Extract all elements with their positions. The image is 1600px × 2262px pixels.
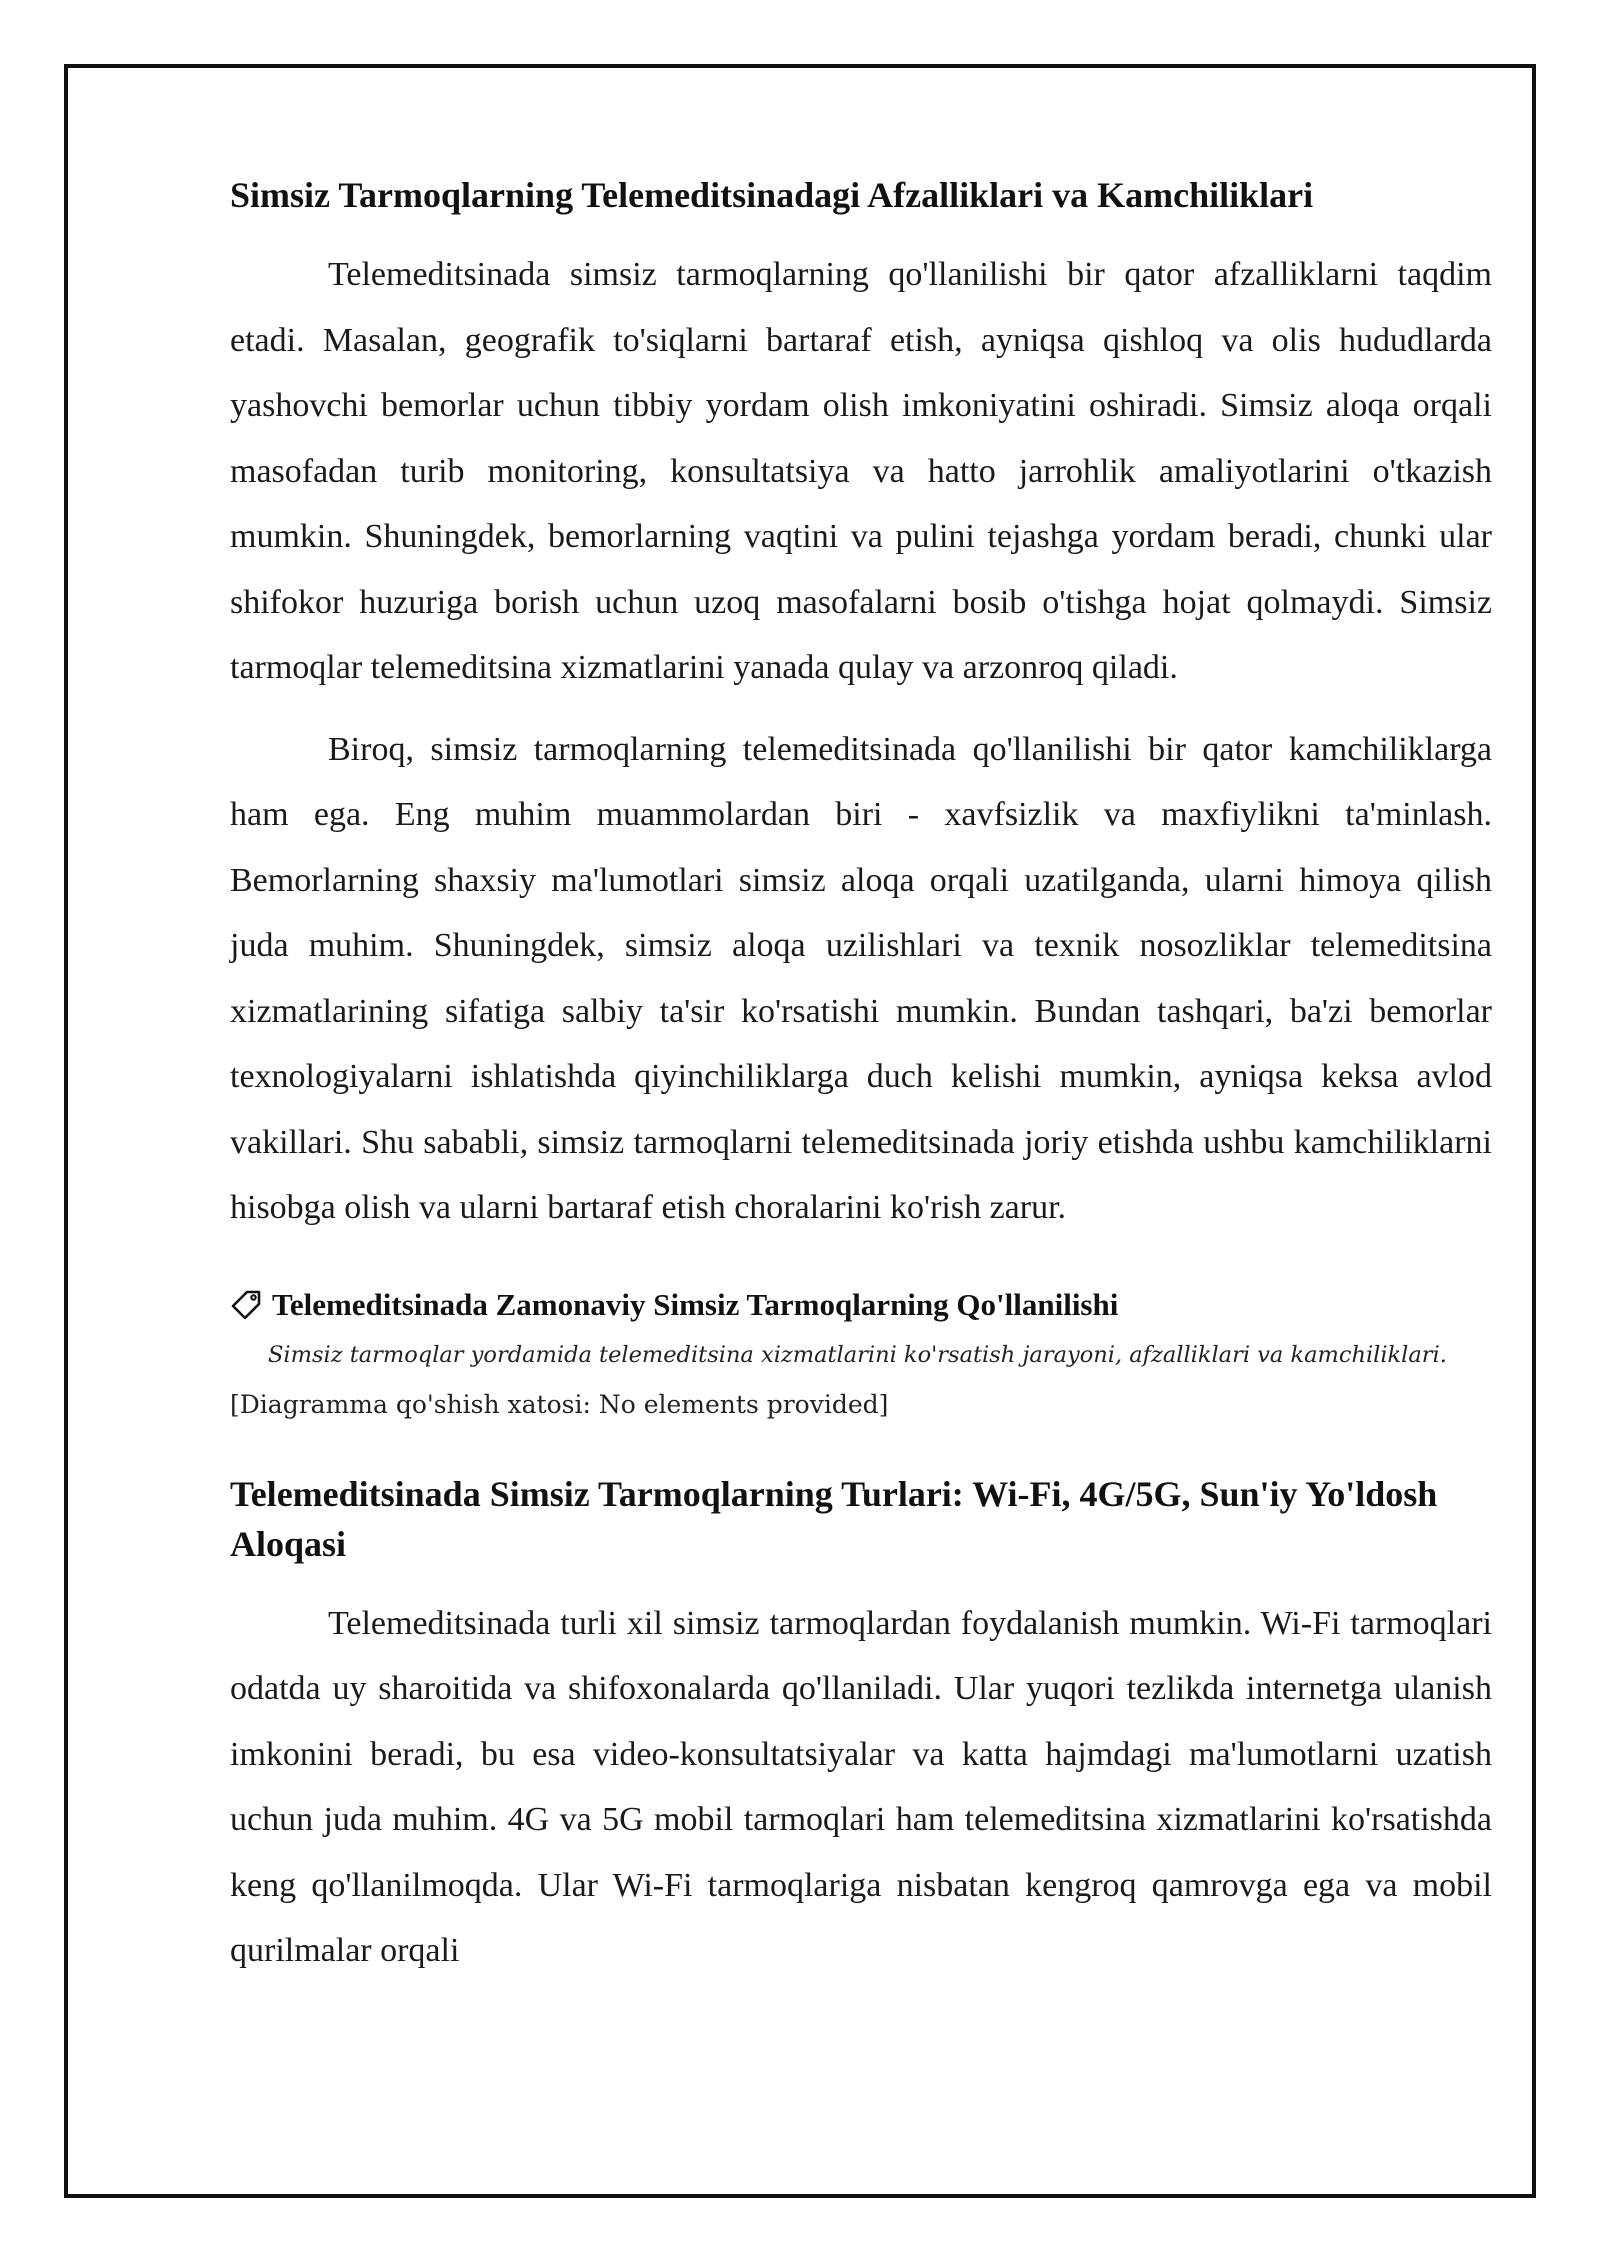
paragraph: Telemeditsinada simsiz tarmoqlarning qo'llanilishi bir qator afzalliklarni taqdim etadi. Masalan, geografik to'siqlarni bartaraf etish, ayniqsa qishloq va olis hududlarda yashovchi bemorlar uchun tibbiy yordam olish imkoniyatini oshiradi. Simsiz aloqa orqali masofadan turib monitoring, konsultatsiya va hatto jarrohlik amaliyotlarini o'tkazish mumkin. Shuningdek, bemorlarning vaqtini va pulini tejashga yordam beradi, chunki ular shifokor huzuriga borish uchun uzoq masofalarni bosib o'tishga hojat qolmaydi. Simsiz tarmoqlar telemeditsina xizmatlarini yanada qulay va arzonroq qiladi. [230, 256, 1492, 686]
figure-error-text: [Diagramma qo'shish xatosi: No elements provided] [230, 1389, 889, 1419]
section-title: Telemeditsinada Simsiz Tarmoqlarning Turlari: Wi-Fi, 4G/5G, Sun'iy Yo'ldosh Aloqasi [230, 1473, 1438, 1564]
figure-block [230, 1283, 1492, 1427]
tag-icon [230, 1289, 262, 1321]
figure-title [230, 1283, 1492, 1327]
paragraph: Telemeditsinada turli xil simsiz tarmoqlardan foydalanish mumkin. Wi-Fi tarmoqlari odatda uy sharoitida va shifoxonalarda qo'llaniladi. Ular yuqori tezlikda internetga ulanish imkonini beradi, bu esa video-konsultatsiyalar va katta hajmdagi ma'lumotlarni uzatish uchun juda muhim. 4G va 5G mobil tarmoqlari ham telemeditsina xizmatlarini ko'rsatishda keng qo'llanilmoqda. Ular Wi-Fi tarmoqlariga nisbatan kengroq qamrovga ega va mobil qurilmalar orqali [230, 1604, 1492, 1969]
document-content [230, 170, 1492, 2000]
section-title: Simsiz Tarmoqlarning Telemeditsinadagi Afzalliklari va Kamchiliklari [230, 175, 1314, 215]
section-2 [230, 1469, 1492, 1984]
figure-title-text: Telemeditsinada Zamonaviy Simsiz Tarmoqlarning Qo'llanilishi [272, 1286, 1119, 1322]
paragraph: Biroq, simsiz tarmoqlarning telemeditsinada qo'llanilishi bir qator kamchiliklarga ham ega. Eng muhim muammolardan biri - xavfsizlik va maxfiylikni ta'minlash. Bemorlarning shaxsiy ma'lumotlari simsiz aloqa orqali uzatilganda, ularni himoya qilish juda muhim. Shuningdek, simsiz aloqa uzilishlari va texnik nosozliklar telemeditsina xizmatlarining sifatiga salbiy ta'sir ko'rsatishi mumkin. Bundan tashqari, ba'zi bemorlar texnologiyalarni ishlatishda qiyinchiliklarga duch kelishi mumkin, ayniqsa keksa avlod vakillari. Shu sababli, simsiz tarmoqlarni telemeditsinada joriy etishda ushbu kamchiliklarni hisobga olish va ularni bartaraf etish choralarini ko'rish zarur. [230, 730, 1492, 1226]
figure-caption: Simsiz tarmoqlar yordamida telemeditsina xizmatlarini ko'rsatish jarayoni, afzalliklari va kamchiliklari. [268, 1341, 1447, 1368]
